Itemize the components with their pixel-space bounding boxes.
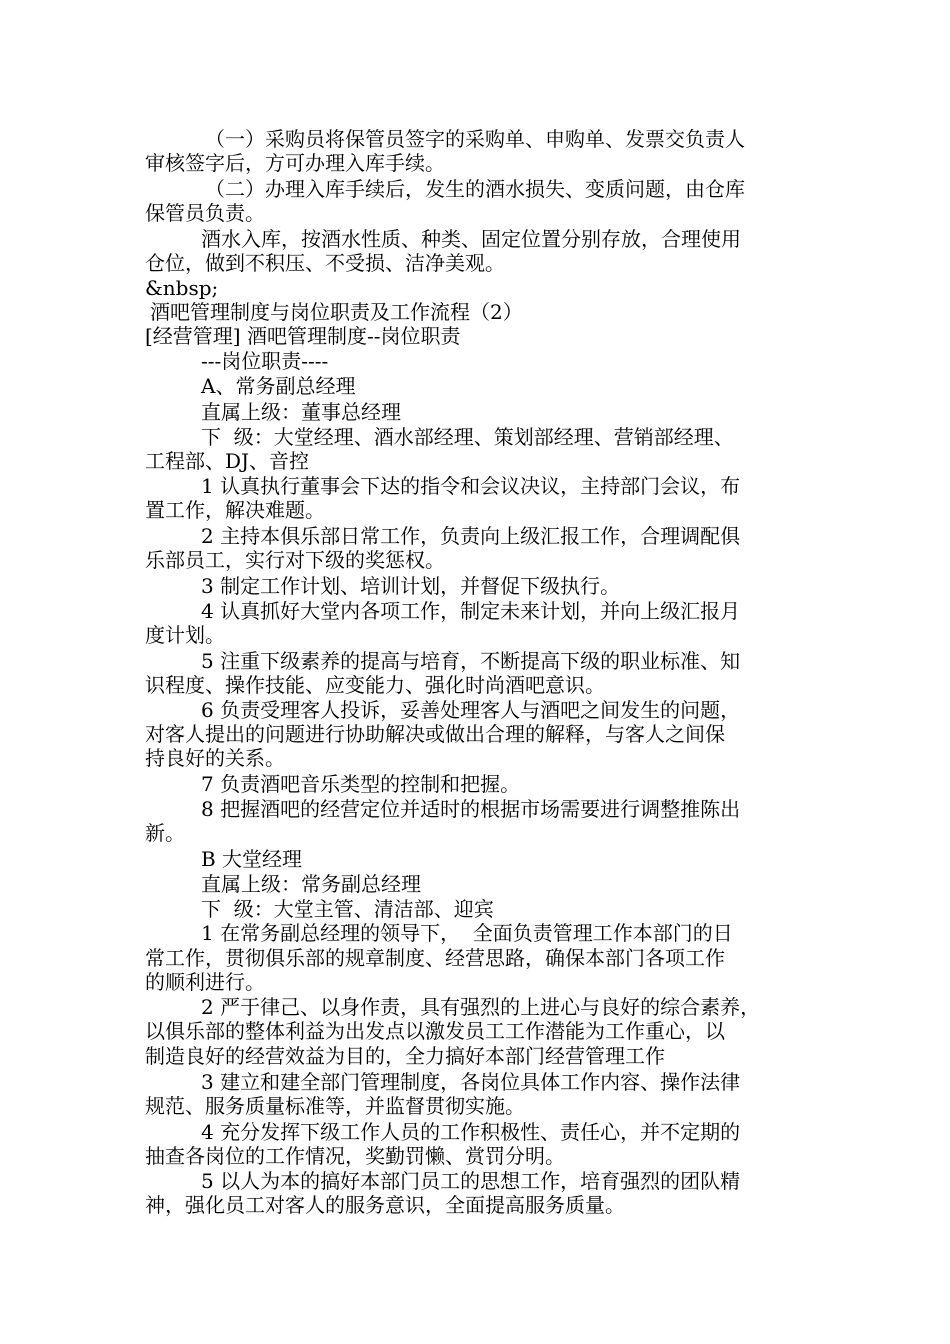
text-line: 1 认真执行董事会下达的指令和会议决议，主持部门会议，布 <box>201 474 741 498</box>
text-line: 保管员负责。 <box>145 201 265 225</box>
text-line: 对客人提出的问题进行协助解决或做出合理的解释，与客人之间保 <box>145 722 725 746</box>
text-line: 6 负责受理客人投诉，妥善处理客人与酒吧之间发生的问题， <box>201 698 741 722</box>
text-line: &nbsp; <box>145 276 219 300</box>
text-line: 2 主持本俱乐部日常工作，负责向上级汇报工作，合理调配俱 <box>201 524 741 548</box>
text-line: 5 以人为本的搞好本部门员工的思想工作，培育强烈的团队精 <box>201 1169 741 1193</box>
text-line: （一）采购员将保管员签字的采购单、申购单、发票交负责人 <box>205 127 745 151</box>
text-line: 3 建立和建全部门管理制度，各岗位具体工作内容、操作法律 <box>201 1070 741 1094</box>
text-line: 常工作，贯彻俱乐部的规章制度、经营思路，确保本部门各项工作 <box>145 946 725 970</box>
text-line: （二）办理入库手续后，发生的酒水损失、变质问题，由仓库 <box>205 177 745 201</box>
role-heading: B 大堂经理 <box>201 847 303 871</box>
text-line: 神，强化员工对客人的服务意识，全面提高服务质量。 <box>145 1193 625 1217</box>
text-line: 酒水入库，按酒水性质、种类、固定位置分别存放，合理使用 <box>201 227 741 251</box>
text-line: 直属上级：常务副总经理 <box>201 872 421 896</box>
text-line: 抽查各岗位的工作情况，奖勤罚懒、赏罚分明。 <box>145 1144 565 1168</box>
text-line: 度计划。 <box>145 623 225 647</box>
text-line: 7 负责酒吧音乐类型的控制和把握。 <box>201 772 521 796</box>
text-line: 2 严于律己、以身作责，具有强烈的上进心与良好的综合素养， <box>201 995 761 1019</box>
text-line: 1 在常务副总经理的领导下， 全面负责管理工作本部门的日 <box>201 921 733 945</box>
text-line: 下 级：大堂经理、酒水部经理、策划部经理、营销部经理、 <box>201 425 734 449</box>
text-line: 工程部、DJ、音控 <box>145 449 310 473</box>
text-line: 识程度、操作技能、应变能力、强化时尚酒吧意识。 <box>145 673 605 697</box>
text-line: 8 把握酒吧的经营定位并适时的根据市场需要进行调整推陈出 <box>201 797 741 821</box>
text-line: 直属上级：董事总经理 <box>201 400 401 424</box>
text-line: 以俱乐部的整体利益为出发点以激发员工工作潜能为工作重心，以 <box>145 1019 725 1043</box>
role-heading: A、常务副总经理 <box>201 374 356 398</box>
text-line: 5 注重下级素养的提高与培育，不断提高下级的职业标准、知 <box>201 649 741 673</box>
section-heading: ---岗位职责---- <box>201 349 329 373</box>
text-line: 制造良好的经营效益为目的，全力搞好本部门经营管理工作 <box>145 1044 665 1068</box>
text-line: 持良好的关系。 <box>145 746 285 770</box>
text-line: 审核签字后，方可办理入库手续。 <box>145 151 445 175</box>
text-line: 乐部员工，实行对下级的奖惩权。 <box>145 548 445 572</box>
text-line: 新。 <box>145 821 185 845</box>
text-line: 的顺利进行。 <box>145 970 265 994</box>
text-line: 置工作，解决难题。 <box>145 498 325 522</box>
text-line: 规范、服务质量标准等，并监督贯彻实施。 <box>145 1094 525 1118</box>
text-line: 4 充分发挥下级工作人员的工作积极性、责任心，并不定期的 <box>201 1120 741 1144</box>
text-line: 仓位，做到不积压、不受损、洁净美观。 <box>145 251 505 275</box>
section-title: 酒吧管理制度与岗位职责及工作流程（2） <box>150 300 523 324</box>
text-line: 3 制定工作计划、培训计划，并督促下级执行。 <box>201 574 621 598</box>
text-line: 下 级：大堂主管、清洁部、迎宾 <box>201 897 494 921</box>
section-subtitle: [经营管理] 酒吧管理制度--岗位职责 <box>145 324 461 348</box>
text-line: 4 认真抓好大堂内各项工作，制定未来计划，并向上级汇报月 <box>201 599 741 623</box>
